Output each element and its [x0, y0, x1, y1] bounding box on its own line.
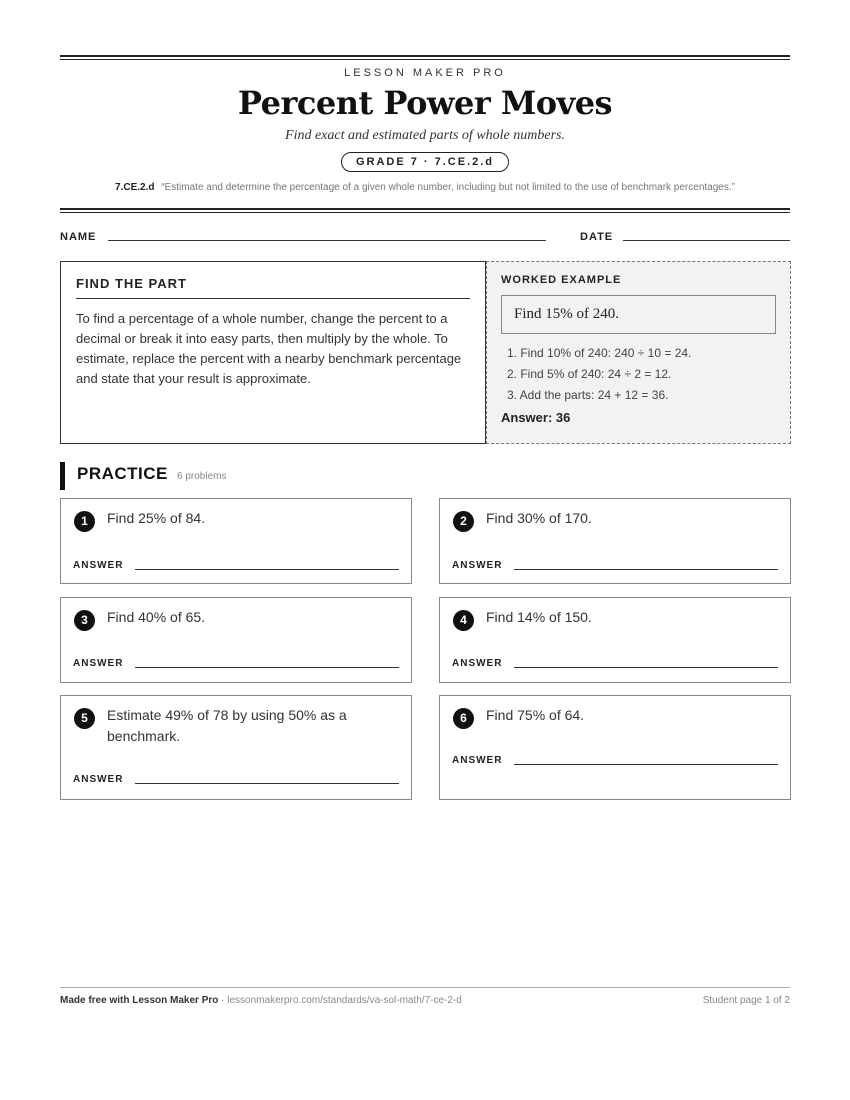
find-the-part-heading: FIND THE PART: [76, 276, 470, 299]
worked-example-step: 1. Find 10% of 240: 240 ÷ 10 = 24.: [507, 346, 692, 360]
footer-credit: [60, 995, 462, 1006]
problem-text: Estimate 49% of 78 by using 50% as a benchmark.: [107, 707, 347, 744]
problem-number-badge: 6: [453, 708, 474, 729]
footer-rule: [60, 987, 790, 988]
practice-accent-bar: [60, 462, 65, 490]
problem-card-6: [439, 695, 791, 800]
worked-example-answer: Answer: 36: [501, 410, 571, 425]
top-double-rule: [60, 55, 790, 60]
problem-text: Find 30% of 170.: [486, 510, 592, 526]
answer-field[interactable]: [135, 667, 399, 668]
name-field[interactable]: [108, 240, 546, 241]
problem-text: Find 75% of 64.: [486, 707, 585, 723]
footer-url[interactable]: · lessonmakerpro.com/standards/va-sol-math/7-ce-2-d: [218, 995, 462, 1006]
practice-title: PRACTICE: [77, 464, 168, 483]
problem-number-badge: 1: [74, 511, 95, 532]
footer-made-with: Made free with Lesson Maker Pro: [60, 995, 219, 1006]
practice-count: 6 problems: [177, 471, 227, 482]
answer-field[interactable]: [135, 783, 399, 784]
problem-card-1: [60, 498, 412, 584]
answer-field[interactable]: [514, 667, 778, 668]
problem-card-3: [60, 597, 412, 683]
worked-example-problem: Find 15% of 240.: [501, 295, 776, 334]
footer-page-number: Student page 1 of 2: [702, 995, 790, 1006]
worked-example-steps: [501, 343, 776, 406]
problem-number-badge: 5: [74, 708, 95, 729]
page-subtitle: Find exact and estimated parts of whole numbers.: [285, 128, 565, 143]
problem-number-badge: 4: [453, 610, 474, 631]
problem-text: Find 14% of 150.: [486, 609, 592, 625]
worked-example-box: [486, 261, 791, 444]
worked-example-step: 3. Add the parts: 24 + 12 = 36.: [507, 388, 669, 402]
name-label: NAME: [60, 231, 97, 243]
find-the-part-box: [60, 261, 486, 444]
problem-card-5: [60, 695, 412, 800]
grade-badge-wrap: [60, 152, 790, 172]
answer-label: ANSWER: [73, 658, 124, 669]
answer-label: ANSWER: [452, 755, 503, 766]
worked-example-step: 2. Find 5% of 240: 24 ÷ 2 = 12.: [507, 367, 672, 381]
answer-field[interactable]: [514, 569, 778, 570]
find-the-part-body: To find a percentage of a whole number, change the percent to a decimal or break it into easy parts, then multiply by the whole. To estimate, replace the percent with a nearby benchmark percentage and state that your result is approximate.: [76, 311, 462, 386]
standard-code: 7.CE.2.d: [115, 182, 155, 193]
problem-number-badge: 3: [74, 610, 95, 631]
answer-label: ANSWER: [452, 560, 503, 571]
brand-name: LESSON MAKER PRO: [344, 67, 506, 79]
standard-statement: [60, 182, 790, 193]
answer-label: ANSWER: [452, 658, 503, 669]
problem-text: Find 25% of 84.: [107, 510, 206, 526]
answer-field[interactable]: [135, 569, 399, 570]
answer-field[interactable]: [514, 764, 778, 765]
page-title: Percent Power Moves: [237, 84, 613, 122]
date-label: DATE: [580, 231, 614, 243]
worked-example-heading: WORKED EXAMPLE: [501, 274, 622, 286]
answer-label: ANSWER: [73, 774, 124, 785]
standard-text: “Estimate and determine the percentage of a given whole number, including but not limited to the use of benchmark percentages.”: [161, 182, 735, 193]
grade-badge: GRADE 7 · 7.CE.2.d: [341, 152, 509, 172]
problem-number-badge: 2: [453, 511, 474, 532]
answer-label: ANSWER: [73, 560, 124, 571]
problem-text: Find 40% of 65.: [107, 609, 206, 625]
problem-card-2: [439, 498, 791, 584]
problem-card-4: [439, 597, 791, 683]
header-bottom-double-rule: [60, 208, 790, 213]
date-field[interactable]: [623, 240, 790, 241]
